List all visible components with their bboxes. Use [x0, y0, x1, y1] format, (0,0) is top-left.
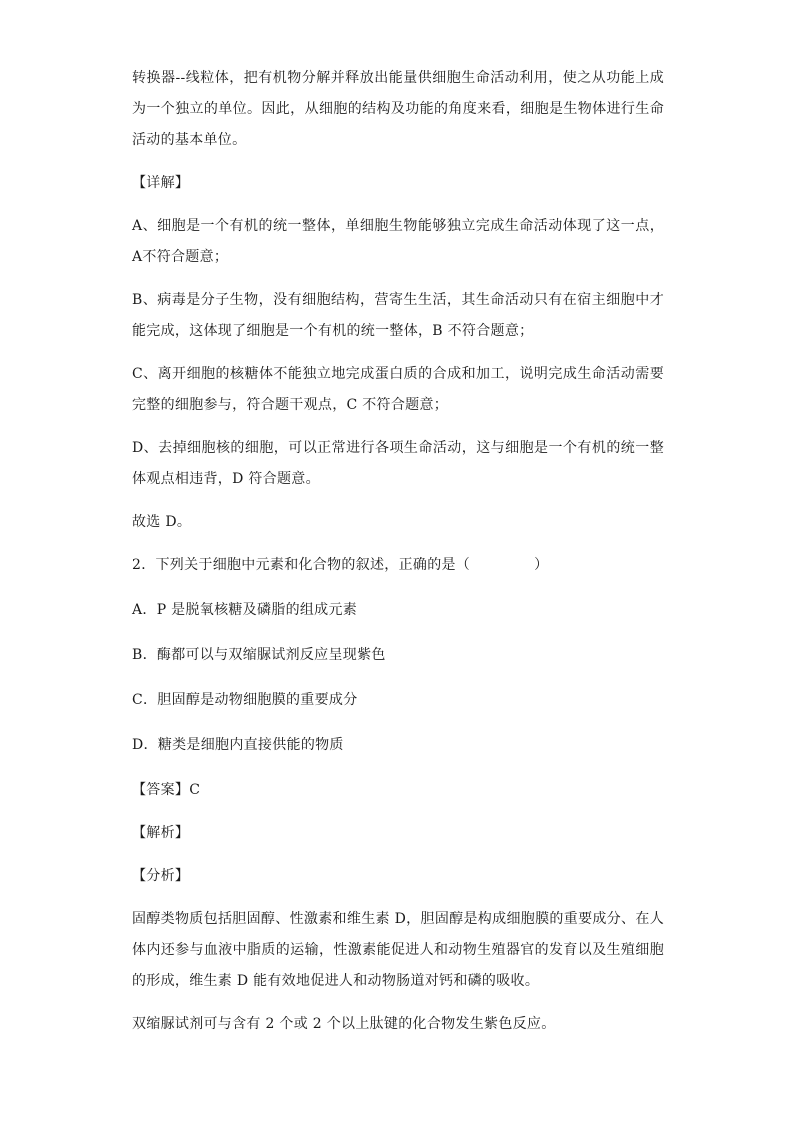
question-stem-end: ） [534, 557, 549, 573]
option-d: D．糖类是细胞内直接供能的物质 [132, 737, 344, 753]
detail-item-a: A、细胞是一个有机的统一整体，单细胞生物能够独立完成生命活动体现了这一点，A不符合题意； [132, 218, 664, 265]
detail-item-b: B、病毒是分子生物，没有细胞结构，营寄生生活，其生命活动只有在宿主细胞中才能完成，这体现了细胞是一个有机的统一整体，B 不符合题意； [132, 292, 664, 339]
question-stem-start: 2．下列关于细胞中元素和化合物的叙述，正确的是（ [132, 557, 471, 573]
option-b: B．酶都可以与双缩脲试剂反应呈现紫色 [132, 647, 386, 663]
option-a: A．P 是脱氧核糖及磷脂的组成元素 [132, 602, 358, 618]
detail-item-d: D、去掉细胞核的细胞，可以正常进行各项生命活动，这与细胞是一个有机的统一整体观点相违背，D 符合题意。 [132, 440, 664, 487]
analysis-paragraph-2: 双缩脲试剂可与含有 2 个或 2 个以上肽键的化合物发生紫色反应。 [132, 1016, 556, 1032]
question-stem [132, 550, 664, 581]
document-content [132, 63, 664, 1052]
intro-paragraph: 转换器--线粒体，把有机物分解并释放出能量供细胞生命活动利用，使之从功能上成为一个独立的单位。因此，从细胞的结构及功能的角度来看，细胞是生物体进行生命活动的基本单位。 [132, 70, 664, 148]
detail-heading: 【详解】 [132, 175, 190, 191]
fenxi-heading: 【分析】 [132, 868, 190, 884]
answer-line: 【答案】C [132, 782, 201, 798]
analysis-paragraph-1: 固醇类物质包括胆固醇、性激素和维生素 D，胆固醇是构成细胞膜的重要成分、在人体内还参与血液中脂质的运输，性激素能促进人和动物生殖器官的发育以及生殖细胞的形成，维生素 D 能有效地促进人和动物肠道对钙和磷的吸收。 [132, 911, 664, 989]
option-c: C．胆固醇是动物细胞膜的重要成分 [132, 692, 358, 708]
conclusion: 故选 D。 [132, 514, 192, 530]
detail-item-c: C、离开细胞的核糖体不能独立地完成蛋白质的合成和加工，说明完成生命活动需要完整的细胞参与，符合题干观点，C 不符合题意； [132, 366, 664, 413]
analysis-heading: 【解析】 [132, 825, 190, 841]
